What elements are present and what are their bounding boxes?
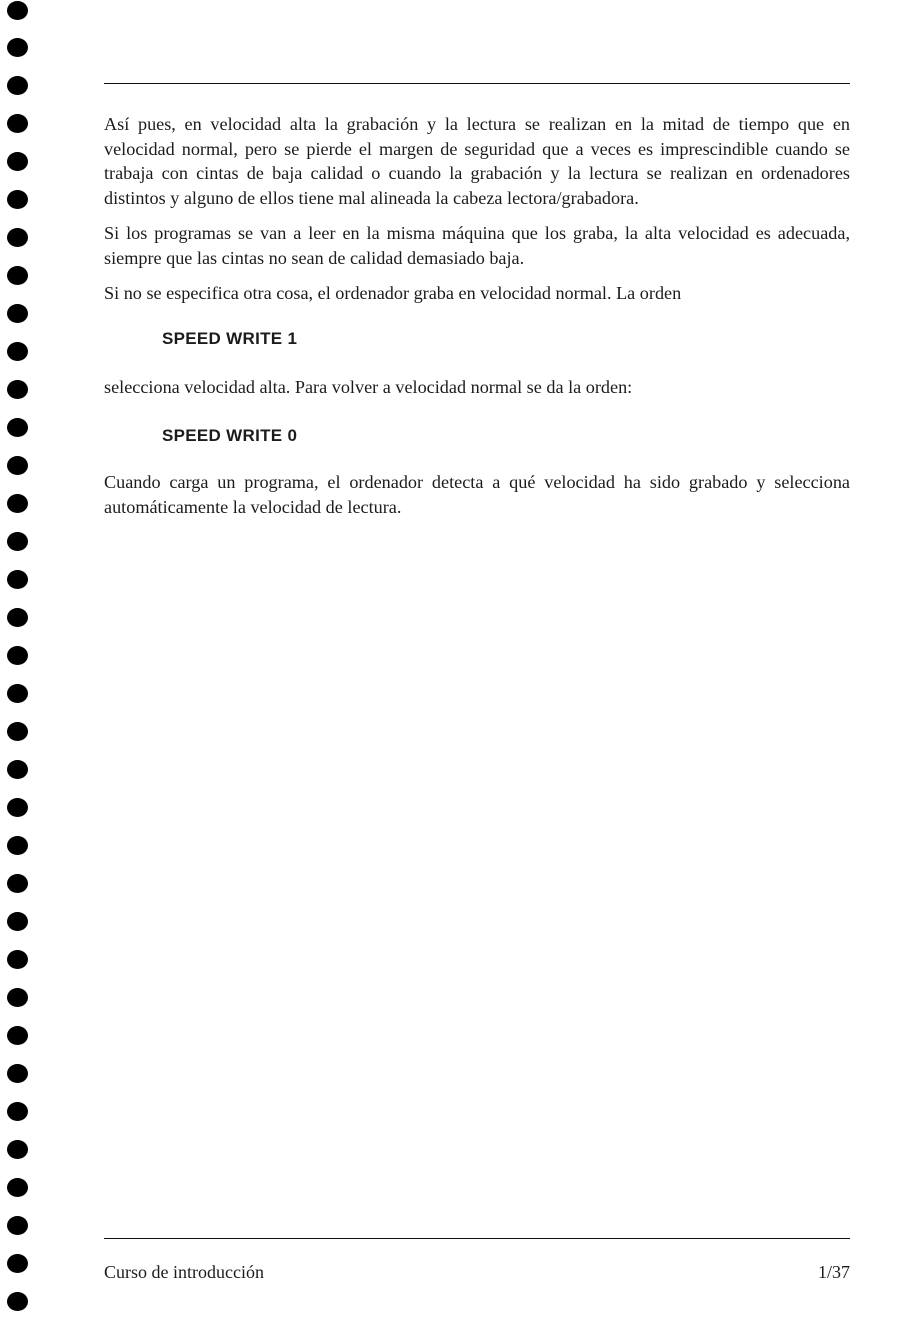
binding-hole [7,76,28,95]
binding-hole [7,798,28,817]
binding-hole [7,1140,28,1159]
binding-hole [7,304,28,323]
binding-hole [7,38,28,57]
binding-hole [7,988,28,1007]
binding-hole [7,1064,28,1083]
command-speed-write-0: SPEED WRITE 0 [162,425,298,445]
paragraph-default-speed: Si no se especifica otra cosa, el ordenador graba en velocidad normal. La orden [104,283,682,303]
binding-hole [7,836,28,855]
binding-holes [0,0,40,1334]
binding-hole [7,228,28,247]
binding-hole [7,722,28,741]
paragraph-auto-detect: Cuando carga un programa, el ordenador detecta a qué velocidad ha sido grabado y selecciona automáticamente la velocidad de lectura. [104,472,850,517]
binding-hole [7,950,28,969]
binding-hole [7,418,28,437]
footer-title: Curso de introducción [104,1262,264,1282]
page-body [104,112,850,530]
paragraph-same-machine: Si los programas se van a leer en la misma máquina que los graba, la alta velocidad es adecuada, siempre que las cintas no sean de calidad demasiado baja. [104,223,850,268]
binding-hole [7,114,28,133]
binding-hole [7,912,28,931]
binding-hole [7,874,28,893]
binding-hole [7,380,28,399]
binding-hole [7,266,28,285]
binding-hole [7,760,28,779]
binding-hole [7,1216,28,1235]
binding-hole [7,190,28,209]
command-speed-write-1: SPEED WRITE 1 [162,328,298,348]
paragraph-select-high-speed: selecciona velocidad alta. Para volver a velocidad normal se da la orden: [104,377,633,397]
header-rule [104,83,850,84]
binding-hole [7,342,28,361]
binding-hole [7,646,28,665]
binding-hole [7,494,28,513]
binding-hole [7,456,28,475]
binding-hole [7,1254,28,1273]
binding-hole [7,152,28,171]
binding-hole [7,1102,28,1121]
binding-hole [7,1,28,20]
binding-hole [7,1026,28,1045]
binding-hole [7,684,28,703]
binding-hole [7,1178,28,1197]
binding-hole [7,608,28,627]
footer-rule [104,1238,850,1239]
binding-hole [7,570,28,589]
page-number: 1/37 [817,1262,850,1282]
paragraph-speed-tradeoff: Así pues, en velocidad alta la grabación y la lectura se realizan en la mitad de tiempo que en velocidad normal, pero se pierde el margen de seguridad que a veces es imprescindible cuando se trabaja con cintas de baja calidad o cuando la grabación y la lectura se realizan en ordenadores distintos y alguno de ellos tiene mal alineada la cabeza lectora/grabadora. [104,114,850,208]
binding-hole [7,1292,28,1311]
binding-hole [7,532,28,551]
